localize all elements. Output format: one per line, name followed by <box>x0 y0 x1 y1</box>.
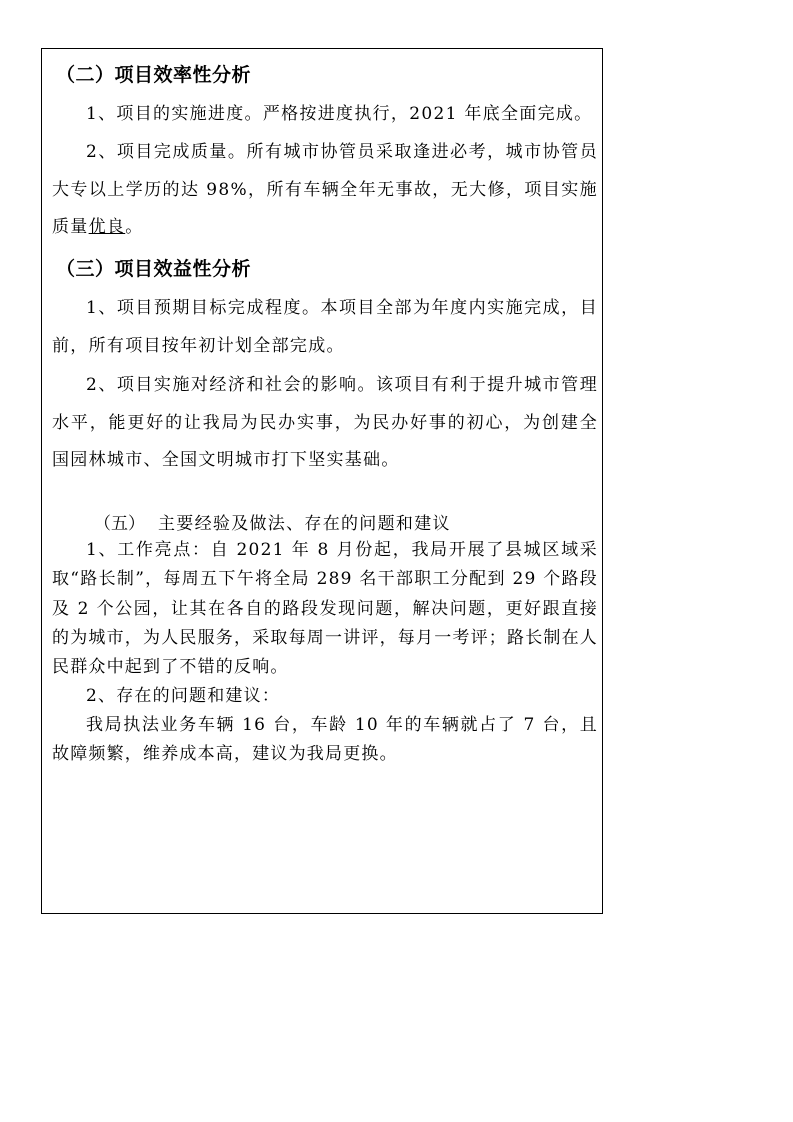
quality-rating: 优良 <box>88 217 126 237</box>
section-five-paragraph-3: 我局执法业务车辆 16 台，车龄 10 年的车辆就占了 7 台，且故障频繁，维养成本高，建议为我局更换。 <box>52 715 598 765</box>
section-three-heading: （三）项目效益性分析 <box>56 258 252 280</box>
section-three-paragraph-1: 1、项目预期目标完成程度。本项目全部为年度内实施完成，目前，所有项目按年初计划全部完成。 <box>52 298 598 356</box>
section-five-heading <box>94 509 451 534</box>
section-five-number: （五） <box>94 514 145 534</box>
section-five-title: 主要经验及做法、存在的问题和建议 <box>158 514 451 534</box>
section-two-paragraph-2-text: 2、项目完成质量。所有城市协管员采取逢进必考，城市协管员大专以上学历的达 98%，所有车辆全年无事故，无大修，项目实施质量 <box>52 142 598 237</box>
section-two-heading: （二）项目效率性分析 <box>56 64 252 86</box>
section-two-paragraph-2-end: 。 <box>125 217 144 237</box>
section-two-paragraph-2 <box>52 134 598 247</box>
section-three-paragraph-2: 2、项目实施对经济和社会的影响。该项目有利于提升城市管理水平，能更好的让我局为民办实事，为民办好事的初心，为创建全国园林城市、全国文明城市打下坚实基础。 <box>52 375 598 470</box>
section-five-paragraph-1: 1、工作亮点：自 2021 年 8 月份起，我局开展了县城区域采取“路长制”，每周五下午将全局 289 名干部职工分配到 29 个路段及 2 个公园，让其在各自的路段发现问题，解决问题，更好跟直接的为城市，为人民服务，采取每周一讲评，每月一考评；路长制在人民群众中起到了不错的反响。 <box>52 540 598 678</box>
section-five-paragraph-2: 2、存在的问题和建议： <box>86 686 281 706</box>
section-two-paragraph-1: 1、项目的实施进度。严格按进度执行，2021 年底全面完成。 <box>86 104 593 124</box>
